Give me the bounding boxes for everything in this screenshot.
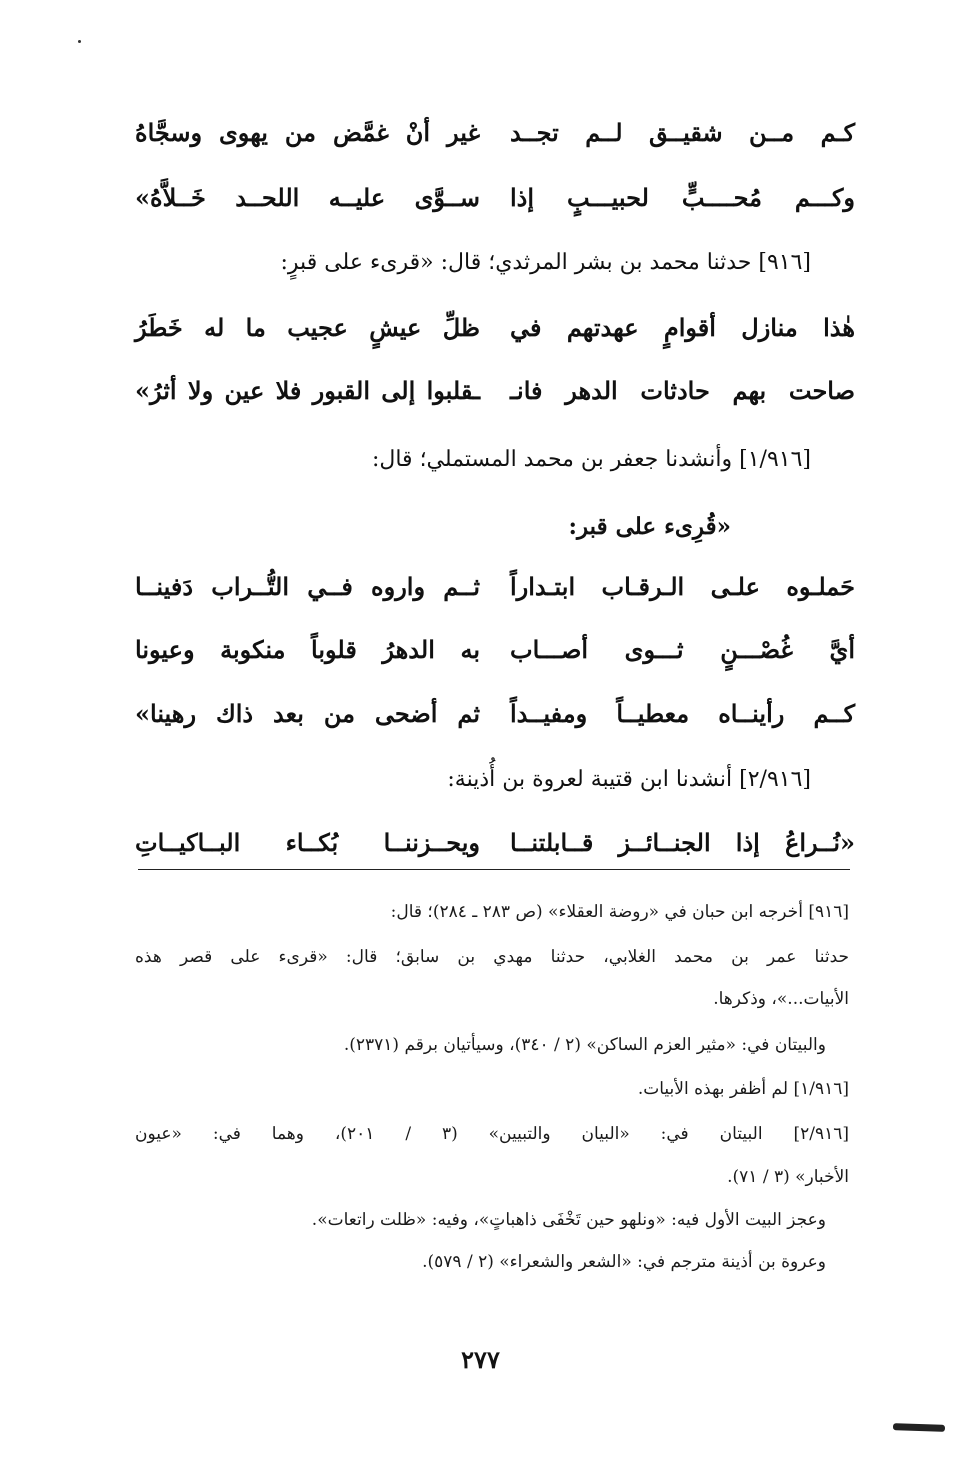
entry-916-1: [١/٩١٦] وأنشدنا جعفر بن محمد المستملي؛ قال: bbox=[371, 447, 811, 472]
footnote-916-2-bio: وعروة بن أذينة مترجم في: «الشعر والشعراء» (٢ / ٥٧٩). bbox=[422, 1252, 826, 1272]
verse-first-hemistich: كـم مــن شقيــق لــم تجــد bbox=[510, 118, 855, 147]
verse-line bbox=[135, 183, 855, 233]
verse-line bbox=[135, 699, 855, 749]
verse-second-hemistich: غير أنْ غمَّض من يهوى وسجَّاهُ bbox=[135, 118, 480, 147]
verse-second-hemistich: به الدهرُ قلوباً منكوبة وعيونا bbox=[135, 635, 480, 664]
footnote-separator bbox=[138, 869, 850, 870]
quote-intro: «قُرِىء على قبر: bbox=[568, 513, 731, 540]
verse-first-hemistich: أيَّ غُصْـــنٍ ثـــوى أصـــاب bbox=[510, 635, 855, 664]
footnote-916-line: الأبيات...»، وذكرها. bbox=[713, 989, 849, 1009]
verse-line bbox=[135, 572, 855, 622]
verse-line bbox=[135, 376, 855, 426]
entry-916: [٩١٦] حدثنا محمد بن بشر المرثدي؛ قال: «قرىء على قبرٍ: bbox=[280, 250, 811, 275]
entry-916-2: [٢/٩١٦] أنشدنا ابن قتيبة لعروة بن أُذينة: bbox=[447, 767, 811, 792]
verse-first-hemistich: «نُــراعُ إذا الجنــائــز قــابلتنــا bbox=[510, 828, 855, 857]
scan-edge-mark bbox=[893, 1423, 945, 1432]
page-number: ٢٧٧ bbox=[461, 1345, 500, 1374]
footnote-916-line: حدثنا عمر بن محمد الغلابي، حدثنا مهدي بن سابق؛ قال: «قرىء على قصر هذه bbox=[135, 947, 849, 967]
verse-first-hemistich: حَملـوه علـى الـرقـاب ابتـداراً bbox=[510, 572, 855, 601]
verse-line bbox=[135, 118, 855, 168]
verse-line bbox=[135, 313, 855, 363]
verse-second-hemistich: ثــم واروه فــي التُّــراب دَفينــا bbox=[135, 572, 480, 601]
footnote-916-line: [٩١٦] أخرجه ابن حبان في «روضة العقلاء» (ص ٢٨٣ ـ ٢٨٤)؛ قال: bbox=[390, 902, 849, 922]
footnote-916-2-variant: وعجز البيت الأول فيه: «ونلهو حين تَخْفَى ذاهباتٍ»، وفيه: «ظلت راتعات». bbox=[311, 1210, 826, 1230]
verse-second-hemistich: ـقلبوا إلى القبور فلا عين ولا أثرُ» bbox=[135, 376, 480, 405]
verse-line bbox=[135, 635, 855, 685]
verse-first-hemistich: هٰذا منازل أقوامٍ عهدتهم في bbox=[510, 313, 855, 342]
footnote-916-2-line: الأخبار» (٣ / ٧١). bbox=[727, 1167, 849, 1187]
verse-second-hemistich: ســوَّى عليــه اللحــد خَــلاَّهُ» bbox=[135, 183, 480, 212]
footnote-916-1: [١/٩١٦] لم أظفر بهذه الأبيات. bbox=[637, 1079, 849, 1099]
footnote-916-2-line: [٢/٩١٦] البيتان في: «البيان والتبيين» (٣ / ٢٠١)، وهما في: «عيون bbox=[135, 1124, 849, 1144]
verse-first-hemistich: كــم رأينــاه معطيــاً ومفيــداً bbox=[510, 699, 855, 728]
footnote-916-parallel: والبيتان في: «مثير العزم الساكن» (٢ / ٣٤٠)، وسيأتيان برقم (٢٣٧١). bbox=[343, 1035, 826, 1055]
verse-first-hemistich: صاحت بهم حادثات الدهر فانـ bbox=[510, 376, 855, 405]
verse-second-hemistich: ويحــزننــا بُكــاء البــاكيــاتِ bbox=[135, 828, 480, 857]
margin-speck bbox=[78, 40, 81, 43]
verse-line bbox=[135, 828, 855, 878]
verse-second-hemistich: ظلِّ عيشٍ عجيب ما له خَطَرُ bbox=[135, 313, 480, 342]
verse-second-hemistich: ثم أضحى من بعد ذاك رهينا» bbox=[135, 699, 480, 728]
verse-first-hemistich: وكـــم مُحــــبٍّ لحبيـــبٍ إذا bbox=[510, 183, 855, 212]
